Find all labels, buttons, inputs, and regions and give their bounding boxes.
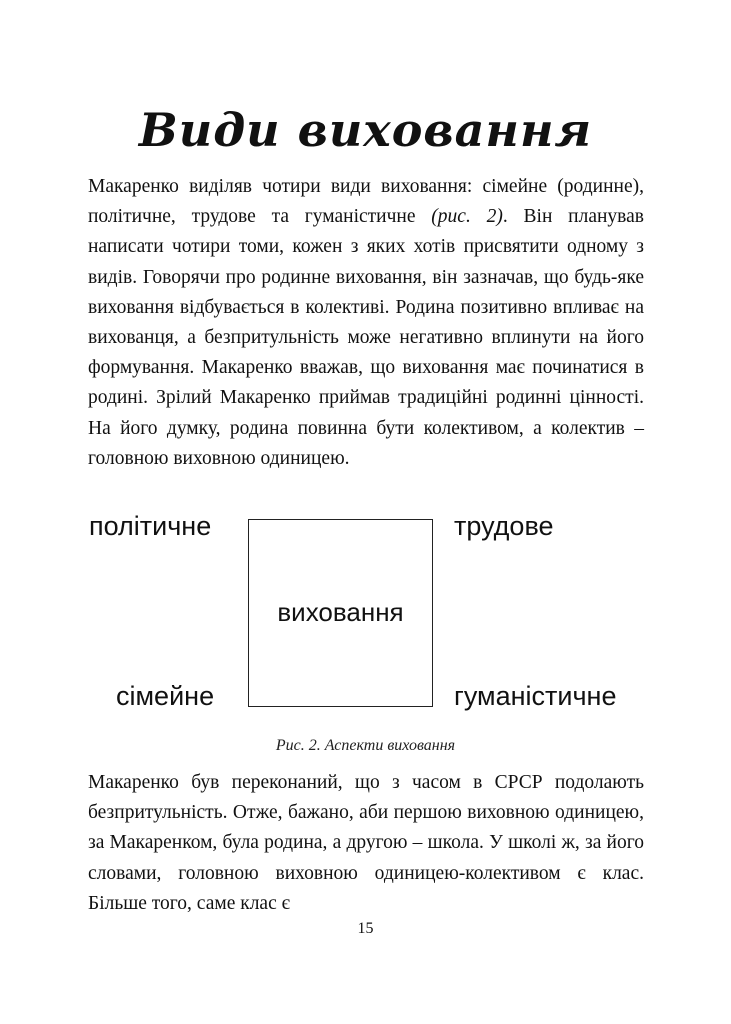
- paragraph-1-text-end: . Він планував написати чотири томи, кожен з яких хотів присвятити одному з видів. Говорячи про родинне виховання, він зазначав, що будь-яке виховання відбувається в колективі. Родина позитивно впливає на вихованця, а безпритульність може негативно вплинути на його формування. Макаренко вважав, що виховання має починатися в родині. Зрілий Макаренко приймав традиційні родинні цінності. На його думку, родина повинна бути колективом, а колектив – головною виховною одиницею.: [88, 206, 644, 469]
- label-family: сімейне: [116, 681, 215, 711]
- page-number: 15: [357, 920, 374, 937]
- label-humanistic: гуманістичне: [454, 681, 617, 711]
- paragraph-2: Макаренко був переконаний, що з часом в СРСР подолають безпритульність. Отже, бажано, аби першою виховною одиницею, за Макаренком, була родина, а другою – школа. У школі ж, за його словами, головною виховною одиницею-колективом є клас. Більше того, саме клас є: [88, 772, 644, 914]
- paragraph-1-text-start: Макаренко виділяв чотири види виховання: сімейне (родинне), політичне, трудове та гуманістичне: [88, 176, 644, 228]
- label-upbringing: виховання: [277, 597, 404, 627]
- label-political: політичне: [89, 511, 212, 541]
- page-title: Види виховання: [138, 103, 593, 157]
- diagram-center-box: [248, 519, 433, 707]
- paragraph-1: [88, 172, 644, 474]
- figure-caption: Рис. 2. Аспекти виховання: [275, 737, 456, 754]
- figure-reference: (рис. 2): [431, 206, 503, 228]
- label-labor: трудове: [454, 511, 554, 541]
